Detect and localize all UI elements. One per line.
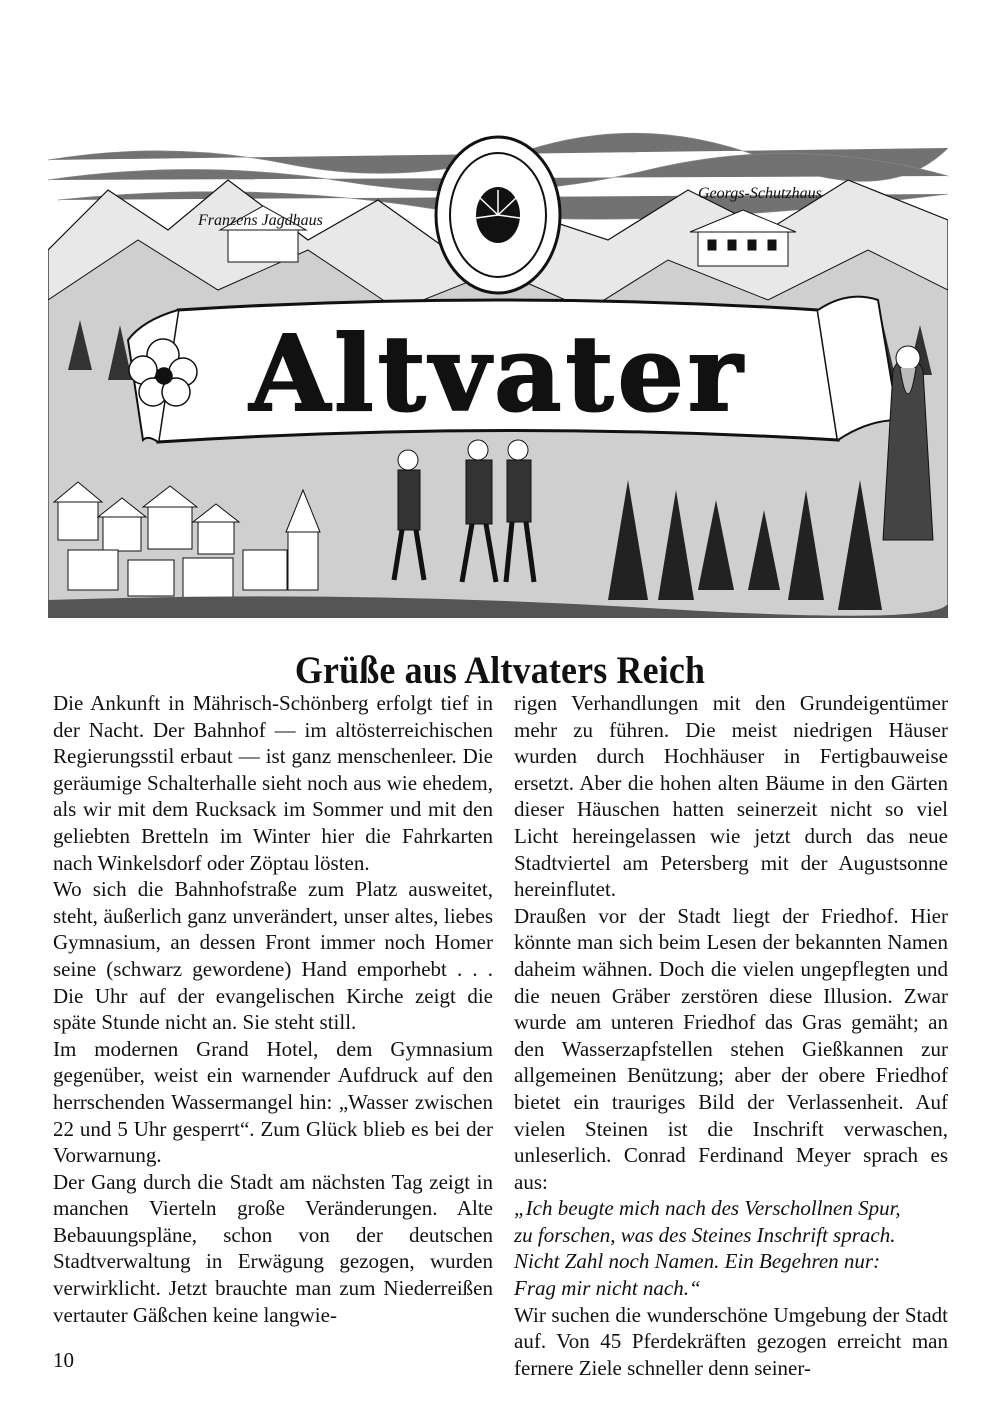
paragraph: Die Ankunft in Mährisch-Schönberg erfolgt tief in der Nacht. Der Bahnhof — im altösterreichischen Regierungsstil erbaut — ist ganz menschenleer. Die geräumige Schalterhalle sieht noch aus wie ehedem, als wir mit dem Rucksack im Sommer und mit den geliebten Bretteln im Winter hier die Fahrkarten nach Winkelsdorf oder Zöptau lösten. <box>53 691 493 875</box>
paragraph: Wo sich die Bahnhofstraße zum Platz ausweitet, steht, äußerlich ganz unverändert, unser altes, liebes Gymnasium, an dessen Front immer noch Homer seine (schwarz gewordene) Hand emporhebt . . . Die Uhr auf der evangelischen Kirche zeigt die späte Stunde nicht an. Sie steht still. <box>53 877 493 1035</box>
altvater-illustration <box>48 120 948 618</box>
quote-line: Frag mir nicht nach.“ <box>514 1276 701 1301</box>
quote-line: „Ich beugte mich nach des Verschollnen Spur, <box>514 1196 901 1221</box>
column-left <box>53 690 493 1328</box>
altvater-banner <box>128 297 898 442</box>
poem-quote <box>514 1195 948 1301</box>
quote-line: zu forschen, was des Steines Inschrift sprach. <box>514 1222 896 1247</box>
article-title: Grüße aus Altvaters Reich <box>294 649 706 693</box>
paragraph: Draußen vor der Stadt liegt der Friedhof. Hier könnte man sich beim Lesen der bekannten Namen daheim wähnen. Doch die vielen ungepflegten und die neuen Gräber zerstören diese Illusion. Zwar wurde am unteren Friedhof das Gras gemäht; an den Wasserzapfstellen stehen Gießkannen zur allgemeinen Benützung; aber der obere Friedhof bietet ein trauriges Bild der Verlassenheit. Auf vielen Steinen ist die Inschrift verwaschen, unleserlich. Conrad Ferdinand Meyer sprach es aus: <box>514 903 948 1194</box>
club-emblem <box>436 137 560 293</box>
banner-word: Altvater <box>249 312 747 435</box>
paragraph: Der Gang durch die Stadt am nächsten Tag zeigt in manchen Vierteln große Veränderungen. Alte Bebauungspläne, schon von der deutschen Stadtverwaltung in Erwägung gezogen, wurden verwirklicht. Jetzt brauchte man zum Niederreißen vertauter Gäßchen keine langwie- <box>53 1169 493 1327</box>
paragraph: rigen Verhandlungen mit den Grundeigentümer mehr zu führen. Die meist niedrigen Häuser wurden durch Hochhäuser in Fertigbauweise ersetzt. Aber die hohen alten Bäume in den Gärten dieser Häuschen hatten seinerzeit nicht so viel Licht hereingelassen wie jetzt durch das neue Stadtviertel am Petersberg mit der Augustsonne hereinflutet. <box>514 691 948 902</box>
quote-line: Nicht Zahl noch Namen. Ein Begehren nur: <box>514 1249 881 1274</box>
paragraph: Im modernen Grand Hotel, dem Gymnasium gegenüber, weist ein warnender Aufdruck auf den herrschenden Wassermangel hin: „Wasser zwischen 22 und 5 Uhr gesperrt“. Zum Glück blieb es bei der Vorwarnung. <box>53 1036 493 1168</box>
label-left: Franzens Jagdhaus <box>198 212 323 229</box>
column-right <box>514 690 948 1381</box>
label-right: Georgs-Schutzhaus <box>698 185 822 202</box>
page-number: 10 <box>53 1348 74 1372</box>
paragraph: Wir suchen die wunderschöne Umgebung der Stadt auf. Von 45 Pferdekräften gezogen erreicht man fernere Ziele schneller denn seiner- <box>514 1302 948 1380</box>
